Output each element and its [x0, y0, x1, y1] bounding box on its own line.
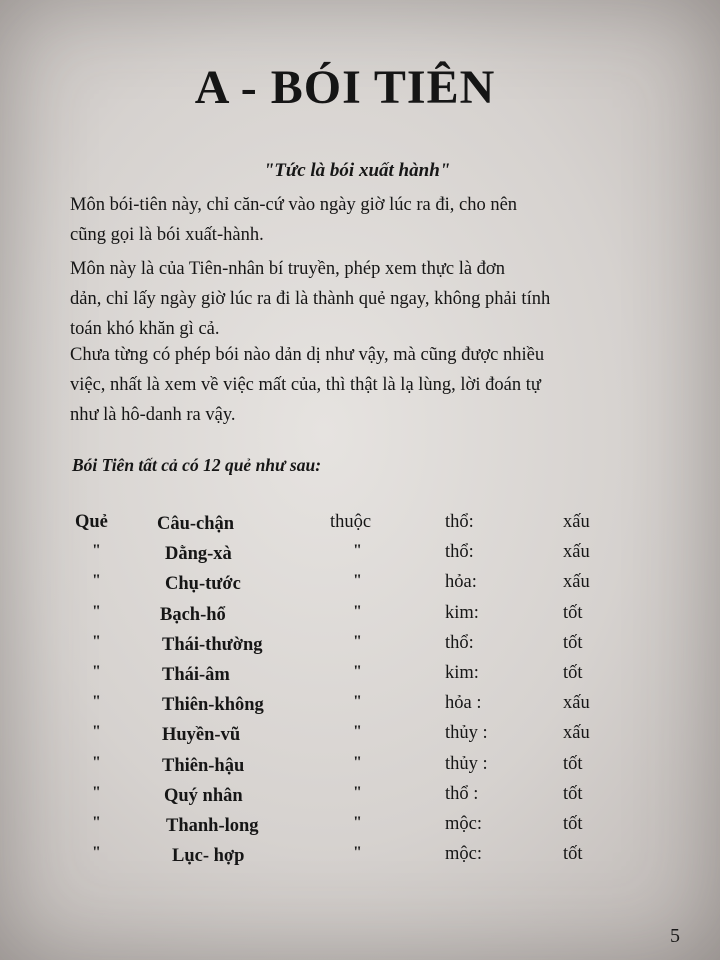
ditto-mark-que: "	[92, 693, 101, 711]
page-number: 5	[670, 925, 680, 947]
subtitle: "Tức là bói xuất hành"	[263, 160, 451, 181]
ditto-mark-thuoc: "	[353, 814, 362, 831]
que-label: Quẻ	[75, 512, 108, 532]
que-element: kim:	[445, 663, 479, 683]
ditto-mark-thuoc: "	[353, 783, 362, 801]
que-result: tốt	[563, 783, 583, 804]
que-result: tốt	[563, 753, 583, 774]
que-result: tốt	[563, 814, 583, 834]
que-element: thủy :	[445, 723, 488, 744]
que-name: Thái-thường	[162, 634, 263, 655]
que-result: xấu	[563, 512, 590, 532]
que-name: Chụ-tước	[165, 574, 241, 595]
ditto-mark-thuoc: "	[353, 632, 362, 650]
ditto-mark-thuoc: "	[353, 602, 362, 620]
que-element: thổ:	[445, 632, 474, 653]
list-heading: Bói Tiên tất cả có 12 quẻ như sau:	[72, 455, 322, 475]
que-name: Bạch-hổ	[160, 604, 226, 625]
paragraph-3-line-2: việc, nhất là xem về việc mất của, thì thật là lạ lùng, lời đoán tự	[70, 375, 541, 395]
ditto-mark-que: "	[92, 814, 101, 831]
ditto-mark-thuoc: "	[353, 542, 362, 560]
paragraph-2-line-3: toán khó khăn gì cả.	[70, 319, 220, 339]
paragraph-3-line-3: như là hô-danh ra vậy.	[70, 405, 236, 425]
ditto-mark-thuoc: "	[353, 844, 362, 862]
thuoc-label: thuộc	[330, 512, 372, 532]
ditto-mark-que: "	[92, 844, 101, 862]
que-name: Dằng-xà	[165, 544, 232, 565]
ditto-mark-que: "	[92, 723, 101, 741]
que-result: xấu	[563, 693, 590, 714]
que-name: Thái-âm	[162, 665, 230, 685]
que-name: Huyền-vũ	[162, 725, 241, 746]
que-result: xấu	[563, 542, 590, 563]
ditto-mark-que: "	[92, 663, 101, 680]
ditto-mark-thuoc: "	[353, 572, 362, 590]
ditto-mark-que: "	[92, 602, 101, 620]
paragraph-1-line-1: Môn bói-tiên này, chỉ căn-cứ vào ngày giờ lúc ra đi, cho nên	[70, 195, 518, 215]
que-result: xấu	[563, 572, 590, 593]
que-element: hỏa :	[445, 693, 482, 714]
paragraph-2-line-1: Môn này là của Tiên-nhân bí truyền, phép xem thực là đơn	[70, 259, 505, 279]
que-element: thổ :	[445, 783, 479, 804]
que-element: mộc:	[445, 814, 482, 834]
ditto-mark-que: "	[92, 783, 101, 801]
ditto-mark-que: "	[92, 753, 101, 771]
ditto-mark-que: "	[92, 542, 101, 560]
ditto-mark-thuoc: "	[353, 693, 362, 711]
que-result: xấu	[563, 723, 590, 744]
paragraph-1-line-2: cũng gọi là bói xuất-hành.	[70, 225, 264, 245]
que-element: thổ:	[445, 542, 474, 563]
que-name: Thanh-long	[166, 816, 259, 836]
que-result: tốt	[563, 632, 583, 653]
que-result: tốt	[563, 844, 583, 865]
que-result: tốt	[563, 663, 583, 683]
ditto-mark-thuoc: "	[353, 753, 362, 771]
que-element: kim:	[445, 602, 479, 623]
paragraph-3-line-1: Chưa từng có phép bói nào dản dị như vậy, mà cũng được nhiều	[70, 345, 545, 365]
que-result: tốt	[563, 602, 583, 623]
que-name: Câu-chận	[157, 514, 235, 534]
que-name: Quý nhân	[164, 785, 243, 806]
que-name: Lục- hợp	[172, 846, 245, 867]
que-element: thủy :	[445, 753, 488, 774]
que-element: thổ:	[445, 512, 474, 532]
ditto-mark-thuoc: "	[353, 723, 362, 741]
que-element: mộc:	[445, 844, 482, 865]
paragraph-2-line-2: dản, chỉ lấy ngày giờ lúc ra đi là thành quẻ ngay, không phải tính	[70, 289, 551, 309]
ditto-mark-que: "	[92, 572, 101, 590]
page-title: A - BÓI TIÊN	[194, 61, 496, 114]
que-name: Thiên-không	[162, 695, 264, 716]
que-name: Thiên-hậu	[162, 755, 245, 776]
que-element: hỏa:	[445, 572, 477, 593]
ditto-mark-que: "	[92, 632, 101, 650]
ditto-mark-thuoc: "	[353, 663, 362, 680]
